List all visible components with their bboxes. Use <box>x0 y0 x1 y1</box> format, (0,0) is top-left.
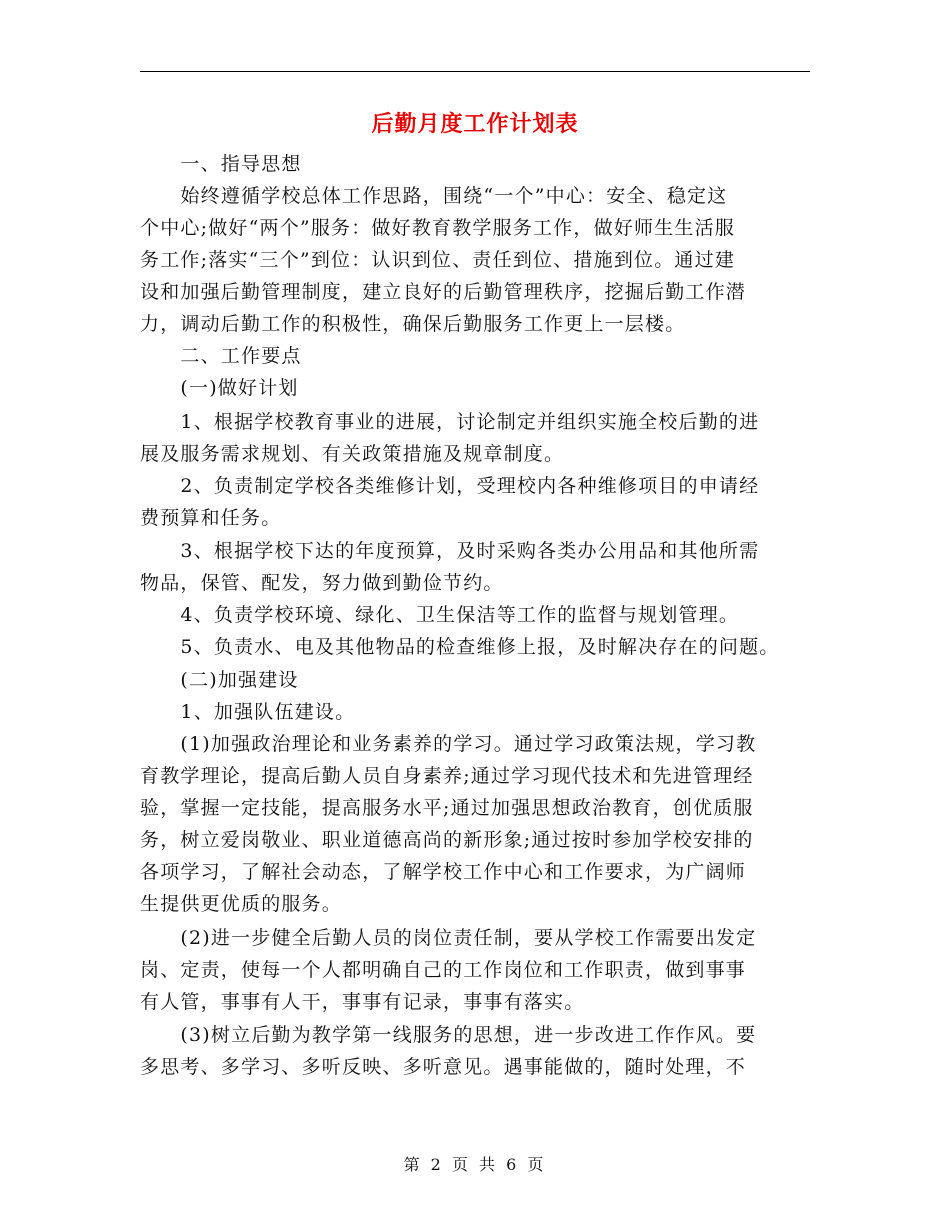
text-line: 多思考、多学习、多听反映、多听意见。遇事能做的，随时处理，不 <box>140 1056 747 1078</box>
page-number-footer: 第 2 页 共 6 页 <box>403 1155 547 1174</box>
text-line: 各项学习，了解社会动态，了解学校工作中心和工作要求，为广阔师 <box>140 861 747 883</box>
document-title: 后勤月度工作计划表 <box>371 111 579 137</box>
text-line: 育教学理论，提高后勤人员自身素养;通过学习现代技术和先进管理经 <box>140 765 754 787</box>
text-line: 2、负责制定学校各类维修计划，受理校内各种维修项目的申请经 <box>140 475 760 497</box>
text-line: 1、根据学校教育事业的进展，讨论制定并组织实施全校后勤的进 <box>140 411 760 433</box>
text-line: 个中心;做好“两个”服务：做好教育教学服务工作，做好师生生活服 <box>140 217 736 239</box>
header-rule <box>140 71 810 72</box>
text-line: 一、指导思想 <box>140 153 302 175</box>
text-line: 1、加强队伍建设。 <box>140 701 356 723</box>
text-line: 有人管，事事有人干，事事有记录，事事有落实。 <box>140 991 585 1013</box>
text-line: 务，树立爱岗敬业、职业道德高尚的新形象;通过按时参加学校安排的 <box>140 829 754 851</box>
text-line: (二)加强建设 <box>140 669 299 691</box>
text-line: 费预算和任务。 <box>140 507 282 529</box>
text-line: 验，掌握一定技能，提高服务水平;通过加强思想政治教育，创优质服 <box>140 797 754 819</box>
text-line: 物品，保管、配发，努力做到勤俭节约。 <box>140 572 504 594</box>
text-line: 生提供更优质的服务。 <box>140 893 343 915</box>
text-line: 始终遵循学校总体工作思路，围绕“一个”中心：安全、稳定这 <box>140 185 728 207</box>
text-line: (2)进一步健全后勤人员的岗位责任制，要从学校工作需要出发定 <box>140 927 757 949</box>
text-line: (一)做好计划 <box>140 377 299 399</box>
text-line: 岗、定责，使每一个人都明确自己的工作岗位和工作职责，做到事事 <box>140 959 747 981</box>
text-line: 展及服务需求规划、有关政策措施及规章制度。 <box>140 443 565 465</box>
text-line: 力，调动后勤工作的积极性，确保后勤服务工作更上一层楼。 <box>140 313 686 335</box>
text-line: 二、工作要点 <box>140 345 302 367</box>
text-line: (1)加强政治理论和业务素养的学习。通过学习政策法规，学习教 <box>140 733 757 755</box>
text-line: 3、根据学校下达的年度预算，及时采购各类办公用品和其他所需 <box>140 540 760 562</box>
text-line: 务工作;落实“三个”到位：认识到位、责任到位、措施到位。通过建 <box>140 249 736 271</box>
text-line: 4、负责学校环境、绿化、卫生保洁等工作的监督与规划管理。 <box>140 604 740 626</box>
text-line: 设和加强后勤管理制度，建立良好的后勤管理秩序，挖掘后勤工作潜 <box>140 281 747 303</box>
text-line: (3)树立后勤为教学第一线服务的思想，进一步改进工作作风。要 <box>140 1024 757 1046</box>
text-line: 5、负责水、电及其他物品的检查维修上报，及时解决存在的问题。 <box>140 636 780 658</box>
